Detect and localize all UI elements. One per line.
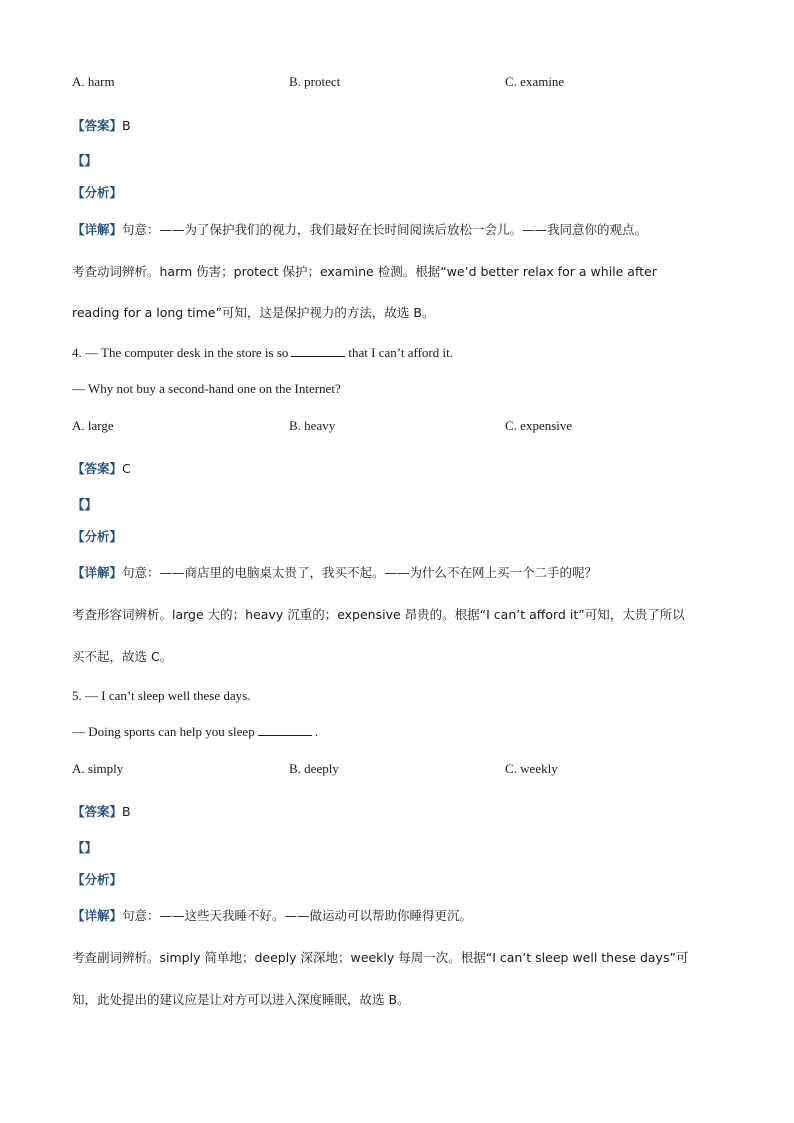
q3-answer — [72, 116, 131, 134]
q3-empty-tag: 【】 — [72, 153, 98, 168]
q4-answer-tag: 【答案】 — [72, 461, 123, 476]
q4-empty-tag: 【】 — [72, 497, 98, 512]
q5-detail — [72, 906, 472, 924]
q5-option-b: B. deeply — [289, 761, 339, 776]
q5-analysis-tag: 【分析】 — [72, 872, 123, 887]
q5-reply-before: — Doing sports can help you sleep — [72, 724, 255, 739]
q4-stem-after: that I can’t afford it. — [348, 345, 453, 360]
q3-detail — [72, 220, 647, 238]
q3-option-c: C. examine — [505, 74, 565, 89]
q3-option-b: B. protect — [289, 74, 341, 89]
q3-option-a: A. harm — [72, 74, 115, 89]
q5-option-c: C. weekly — [505, 761, 558, 776]
q5-explanation-line-2: 知，此处提出的建议应是让对方可以进入深度睡眠，故选 B。 — [72, 992, 410, 1007]
q3-explanation-line-1: 考查动词辨析。harm 伤害；protect 保护；examine 检测。根据“we’d better relax for a while after — [72, 264, 657, 279]
q4-detail-text: 句意：——商店里的电脑桌太贵了，我买不起。——为什么不在网上买一个二手的呢？ — [122, 565, 598, 580]
q5-empty-tag: 【】 — [72, 840, 98, 855]
q5-reply — [72, 724, 318, 740]
q5-detail-text: 句意：——这些天我睡不好。——做运动可以帮助你睡得更沉。 — [122, 908, 473, 923]
q4-detail — [72, 563, 597, 581]
q3-answer-tag: 【答案】 — [72, 118, 123, 133]
q3-analysis-tag: 【分析】 — [72, 185, 123, 200]
q4-answer — [72, 459, 131, 477]
q4-option-a: A. large — [72, 418, 114, 433]
q4-detail-tag: 【详解】 — [72, 565, 123, 580]
q4-explanation-line-1: 考查形容词辨析。large 大的；heavy 沉重的；expensive 昂贵的。根据“I can’t afford it”可知，太贵了所以 — [72, 607, 685, 622]
q4-answer-value: C — [122, 461, 131, 476]
q5-answer-value: B — [122, 804, 131, 819]
q5-option-a: A. simply — [72, 761, 124, 776]
q4-stem — [72, 345, 453, 361]
q5-answer — [72, 802, 131, 820]
q5-detail-tag: 【详解】 — [72, 908, 123, 923]
q5-answer-tag: 【答案】 — [72, 804, 123, 819]
q5-reply-after: . — [314, 724, 318, 739]
q3-detail-tag: 【详解】 — [72, 222, 123, 237]
q4-option-c: C. expensive — [505, 418, 573, 433]
q3-answer-value: B — [122, 118, 131, 133]
q4-blank — [291, 346, 345, 357]
q4-explanation-line-2: 买不起，故选 C。 — [72, 649, 173, 664]
q5-explanation-line-1: 考查副词辨析。simply 简单地；deeply 深深地；weekly 每周一次。根据“I can’t sleep well these days”可 — [72, 950, 689, 965]
q4-analysis-tag: 【分析】 — [72, 529, 123, 544]
q3-detail-text: 句意：——为了保护我们的视力，我们最好在长时间阅读后放松一会儿。——我同意你的观点。 — [122, 222, 648, 237]
q4-reply: — Why not buy a second-hand one on the Internet? — [72, 381, 341, 396]
q5-stem: 5. — I can’t sleep well these days. — [72, 688, 251, 703]
q4-option-b: B. heavy — [289, 418, 336, 433]
q5-blank — [258, 725, 312, 736]
q4-stem-before: 4. — The computer desk in the store is so — [72, 345, 289, 360]
q3-explanation-line-2: reading for a long time”可知，这是保护视力的方法，故选 B。 — [72, 305, 435, 320]
